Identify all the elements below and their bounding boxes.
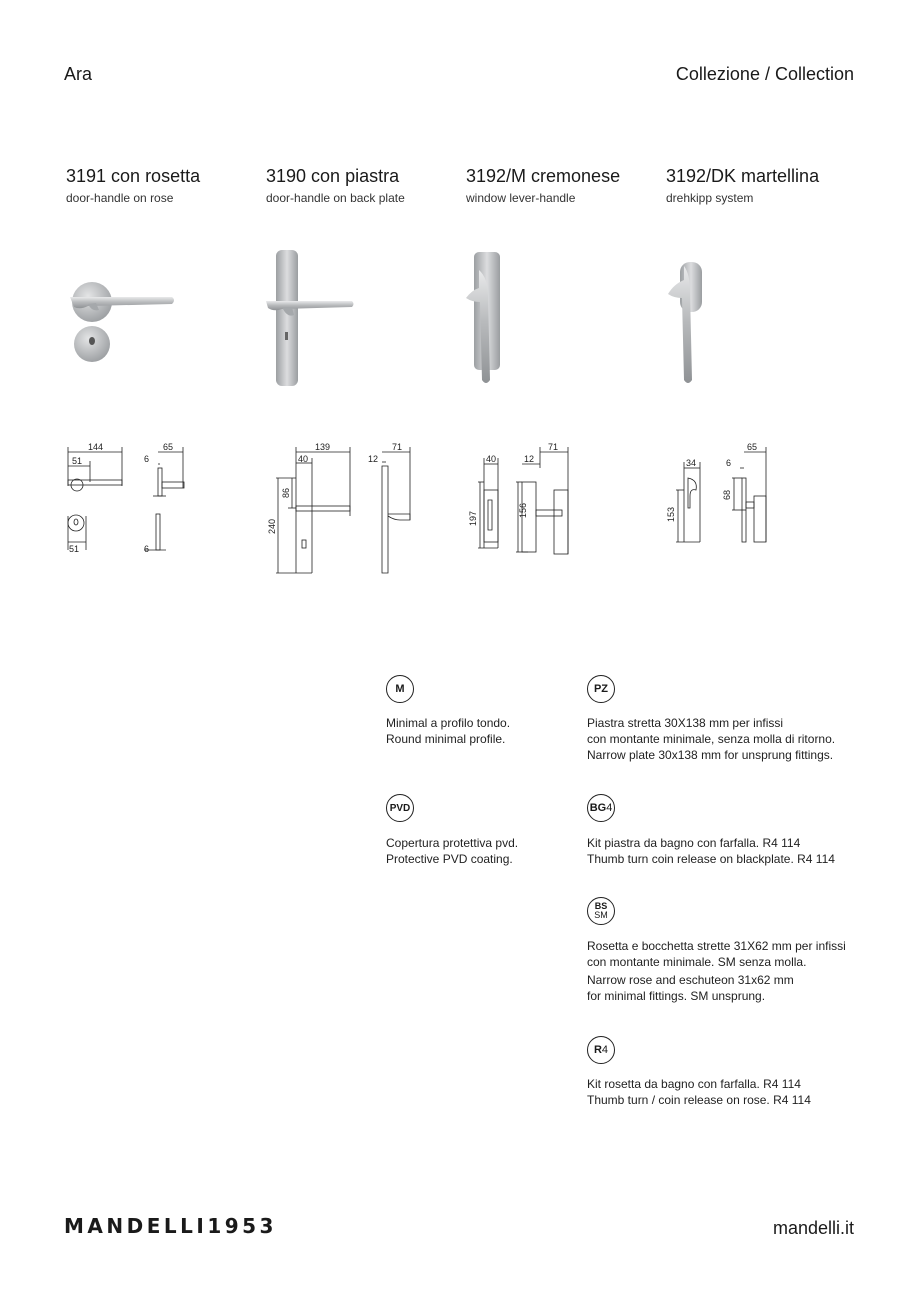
product-title-3191: 3191 con rosetta [66, 166, 201, 186]
collection-name: Ara [64, 64, 93, 84]
feature-bs-line-3: Narrow rose and eschuteon 31x62 mm [587, 973, 794, 987]
badge-r4-main: R [593, 1044, 602, 1056]
feature-bs-line-2: con montante minimale. SM senza molla. [587, 955, 807, 969]
brand-logo: MANDELLI1953 [64, 1214, 277, 1238]
dim-3192dk-pivot: 68 [722, 489, 732, 500]
feature-m-line-it: Minimal a profilo tondo. [386, 716, 511, 730]
dim-3192dk-proj: 65 [747, 442, 758, 452]
photo-3192m-window-handle [466, 252, 500, 383]
product-subtitle-3190: door-handle on back plate [266, 191, 405, 205]
product-subtitle-3192dk: drehkipp system [666, 191, 754, 205]
product-title-3192m: 3192/M cremonese [466, 166, 621, 186]
badge-pz: PZ [587, 675, 615, 703]
badge-m: M [386, 675, 414, 703]
feature-r4-line-en: Thumb turn / coin release on rose. R4 114 [587, 1093, 811, 1107]
product-subtitle-3192m: window lever-handle [466, 191, 576, 205]
dim-3192m-proj: 71 [548, 442, 559, 452]
feature-bg4-line-en: Thumb turn coin release on blackplate. R4 114 [587, 852, 835, 866]
feature-bs-text [587, 938, 846, 1004]
feature-pz-line-2: con montante minimale, senza molla di ritorno. [587, 732, 836, 746]
dim-3192m-height: 197 [468, 510, 478, 526]
feature-pz-line-1: Piastra stretta 30X138 mm per infissi [587, 716, 784, 730]
product-title-3190: 3190 con piastra [266, 166, 400, 186]
badge-bg4 [587, 794, 615, 822]
website-link[interactable]: mandelli.it [772, 1218, 854, 1238]
dim-3191-esc-w: 51 [69, 544, 80, 554]
feature-m-text [386, 715, 510, 747]
feature-r4-text [587, 1076, 811, 1108]
dim-3190-plate: 40 [298, 454, 309, 464]
dim-3191-proj: 65 [163, 442, 174, 452]
feature-r4-line-it: Kit rosetta da bagno con farfalla. R4 114 [587, 1077, 801, 1091]
dim-3191-depth: 6 [144, 454, 150, 464]
feature-pvd-line-en: Protective PVD coating. [386, 852, 513, 866]
feature-bg4-text [587, 835, 835, 867]
product-photos [0, 240, 920, 400]
badge-bs: BS [594, 901, 608, 911]
feature-pz-line-3: Narrow plate 30x138 mm for unsprung fittings. [587, 748, 834, 762]
badge-r4 [587, 1036, 615, 1064]
dim-3190-proj: 71 [392, 442, 403, 452]
feature-bg4-line-it: Kit piastra da bagno con farfalla. R4 114 [587, 836, 801, 850]
dim-3192m-plate: 40 [486, 454, 497, 464]
badge-bg4-num: 4 [606, 802, 613, 814]
badge-pvd: PVD [386, 794, 414, 822]
badge-r4-num: 4 [601, 1044, 609, 1056]
dim-3190-width: 139 [315, 442, 331, 452]
badge-bs-sm [587, 897, 615, 925]
dim-3190-height: 240 [267, 518, 277, 534]
photo-3190-handle-on-plate [266, 250, 354, 386]
drawing-3190 [276, 447, 410, 573]
feature-pz-text [587, 715, 835, 763]
feature-pvd-line-it: Copertura protettiva pvd. [386, 836, 519, 850]
dim-3191-rose: 51 [72, 456, 83, 466]
drawing-3191 [68, 447, 184, 550]
dim-3192dk-height: 153 [666, 506, 676, 522]
feature-bs-line-4: for minimal fittings. SM unsprung. [587, 989, 766, 1003]
feature-m-line-en: Round minimal profile. [386, 732, 506, 746]
badge-sm: SM [594, 910, 608, 920]
section-title: Collezione / Collection [675, 64, 854, 84]
dim-3192m-depth: 12 [524, 454, 535, 464]
product-title-3192dk: 3192/DK martellina [666, 166, 820, 186]
dim-3192dk-plate: 34 [686, 458, 697, 468]
feature-bs-line-1: Rosetta e bocchetta strette 31X62 mm per infissi [587, 939, 846, 953]
dim-3190-depth: 12 [368, 454, 379, 464]
feature-pvd-text [386, 835, 518, 867]
dim-3192dk-depth: 6 [726, 458, 732, 468]
dim-3190-lever-h: 86 [281, 487, 291, 498]
product-subtitle-3191: door-handle on rose [66, 191, 174, 205]
dimension-labels [69, 442, 757, 554]
dim-3191-esc-d: 6 [144, 544, 150, 554]
dim-3192m-pivot: 156 [518, 502, 528, 518]
photo-3191-handle-on-rose [70, 282, 174, 362]
photo-3192dk-window-handle [668, 262, 702, 383]
badge-bg4-main: BG [589, 802, 607, 814]
dim-3191-width: 144 [88, 442, 104, 452]
technical-drawings [0, 430, 920, 590]
